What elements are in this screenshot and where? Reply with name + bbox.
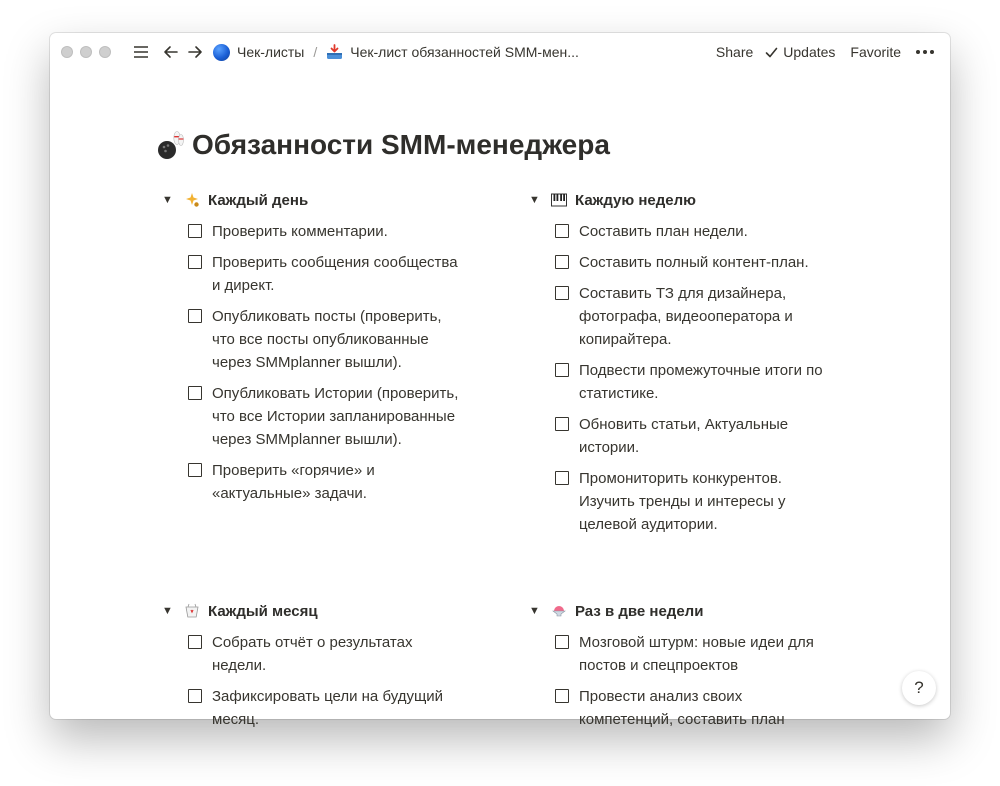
checkbox[interactable]: [555, 255, 569, 269]
list-item: [555, 282, 859, 351]
sidebar-toggle-icon[interactable]: [132, 43, 150, 61]
app-window: [50, 33, 950, 728]
sparkle-gear-icon: [184, 192, 200, 208]
checkbox[interactable]: [555, 286, 569, 300]
item-text: Зафиксировать цели на будущий месяц.: [212, 688, 444, 728]
item-text: Проверить сообщения сообщества и директ.: [212, 254, 458, 294]
section-monthly-header: [162, 600, 492, 622]
list-item: [188, 220, 492, 243]
section-biweekly-header: [529, 600, 859, 622]
favorite-button[interactable]: Favorite: [850, 44, 901, 60]
list-item: [188, 459, 492, 505]
back-arrow-icon[interactable]: [162, 43, 180, 61]
breadcrumb-separator: /: [313, 44, 318, 60]
toggle-caret-icon[interactable]: ▼: [162, 194, 173, 206]
page-title-row: [156, 129, 610, 161]
item-text: Составить план недели.: [579, 223, 748, 240]
section-biweekly-items: [555, 631, 859, 731]
list-item: [188, 305, 492, 374]
section-weekly-header: [529, 189, 859, 211]
section-biweekly-title: Раз в две недели: [575, 602, 704, 620]
section-weekly-title: Каждую неделю: [575, 191, 696, 209]
breadcrumb-current-page[interactable]: [326, 44, 579, 61]
section-weekly: [529, 189, 859, 544]
list-item: [555, 685, 859, 731]
checkbox[interactable]: [188, 309, 202, 323]
item-text: Проверить «горячие» и «актуальные» задачи.: [212, 462, 375, 502]
checkbox[interactable]: [188, 689, 202, 703]
updates-label: Updates: [783, 44, 836, 60]
checkbox[interactable]: [188, 635, 202, 649]
checkbox[interactable]: [555, 471, 569, 485]
item-text: Опубликовать посты (проверить, что все посты опубликованные через SMMplanner вышли).: [212, 308, 442, 371]
forward-arrow-icon[interactable]: [186, 43, 204, 61]
item-text: Составить полный контент-план.: [579, 254, 809, 271]
list-item: [555, 467, 859, 536]
section-monthly-title: Каждый месяц: [208, 602, 318, 620]
item-text: Мозговой штурм: новые идеи для постов и спецпроектов: [579, 634, 814, 674]
section-daily-items: [188, 220, 492, 505]
topbar-actions: [716, 44, 934, 60]
share-button[interactable]: Share: [715, 44, 754, 60]
item-text: Обновить статьи, Актуальные истории.: [579, 416, 789, 456]
takeout-box-icon: [184, 603, 200, 619]
checkbox[interactable]: [555, 363, 569, 377]
item-text: Опубликовать Истории (проверить, что все Истории запланированные через SMMplanner вышли).: [212, 385, 459, 448]
item-text: Подвести промежуточные итоги по статистике.: [579, 362, 823, 402]
toggle-caret-icon[interactable]: ▼: [529, 194, 540, 206]
section-daily-header: [162, 189, 492, 211]
window-controls: [61, 46, 111, 58]
checkbox[interactable]: [188, 463, 202, 477]
section-biweekly: [529, 600, 859, 739]
close-window-button[interactable]: [61, 46, 73, 58]
item-text: Промониторить конкурентов. Изучить тренды и интересы у целевой аудитории.: [579, 470, 786, 533]
checkbox[interactable]: [555, 224, 569, 238]
list-item: [188, 382, 492, 451]
item-text: Собрать отчёт о результатах недели.: [212, 634, 413, 674]
list-item: [188, 631, 492, 677]
list-item: [555, 251, 859, 274]
list-item: [555, 631, 859, 677]
checkbox[interactable]: [188, 224, 202, 238]
checkmark-icon: [765, 46, 778, 59]
item-text: Провести анализ своих компетенций, составить план: [579, 688, 785, 728]
list-item: [188, 251, 492, 297]
breadcrumb-checklists[interactable]: [213, 44, 304, 61]
toggle-caret-icon[interactable]: ▼: [162, 605, 173, 617]
help-button[interactable]: ?: [902, 671, 936, 705]
shaved-ice-icon: [551, 603, 567, 619]
piano-icon: [551, 192, 567, 208]
list-item: [555, 413, 859, 459]
list-item: [188, 685, 492, 731]
checkbox[interactable]: [188, 255, 202, 269]
item-text: Проверить комментарии.: [212, 223, 388, 240]
section-daily-title: Каждый день: [208, 191, 309, 209]
inbox-tray-icon: [326, 44, 343, 61]
section-monthly: [162, 600, 492, 739]
more-options-icon[interactable]: [916, 50, 934, 54]
bowling-icon: [156, 130, 184, 160]
toggle-caret-icon[interactable]: ▼: [529, 605, 540, 617]
topbar: [50, 33, 950, 71]
breadcrumb-checklists-label: Чек-листы: [237, 44, 305, 60]
page-title: Обязанности SMM-менеджера: [192, 129, 610, 160]
list-item: [555, 220, 859, 243]
section-weekly-items: [555, 220, 859, 536]
breadcrumb-current-label: Чек-лист обязанностей SMM-мен...: [350, 44, 579, 60]
item-text: Составить ТЗ для дизайнера, фотографа, видеооператора и копирайтера.: [579, 285, 793, 348]
zoom-window-button[interactable]: [99, 46, 111, 58]
section-daily: [162, 189, 492, 513]
checkbox[interactable]: [555, 417, 569, 431]
checkbox[interactable]: [188, 386, 202, 400]
list-item: [555, 359, 859, 405]
blue-circle-icon: [213, 44, 230, 61]
updates-button[interactable]: [765, 44, 835, 60]
checkbox[interactable]: [555, 689, 569, 703]
checkbox[interactable]: [555, 635, 569, 649]
section-monthly-items: [188, 631, 492, 731]
minimize-window-button[interactable]: [80, 46, 92, 58]
